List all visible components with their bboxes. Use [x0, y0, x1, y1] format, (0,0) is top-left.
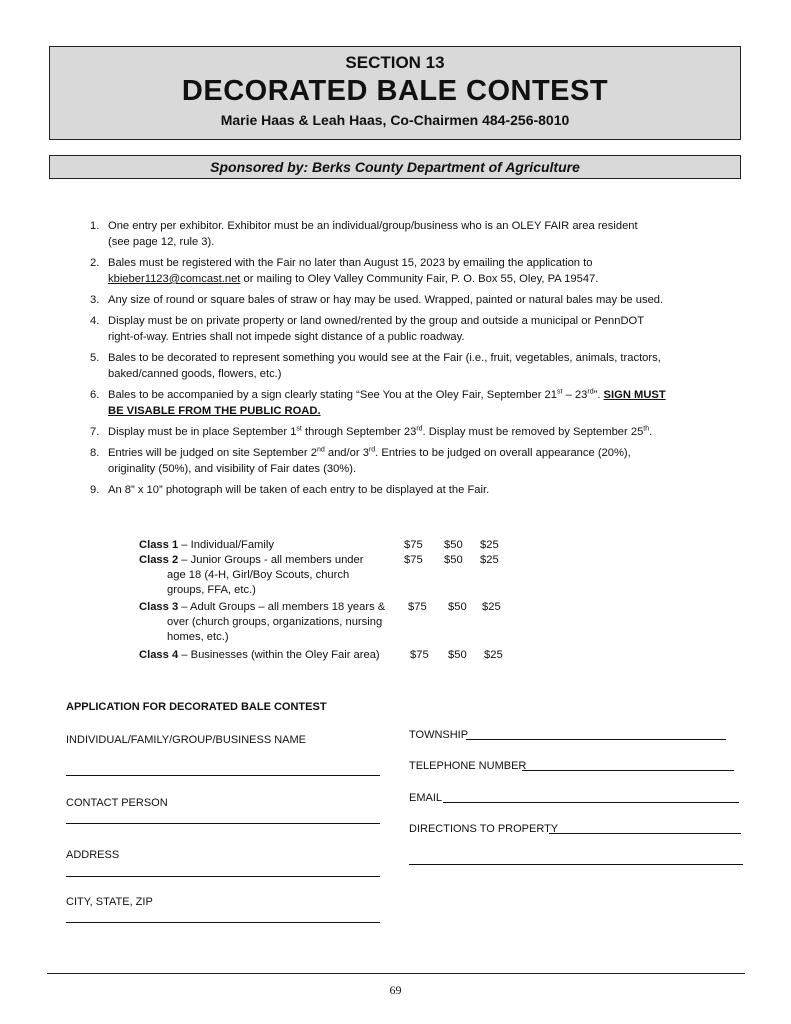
city-line[interactable]: [66, 922, 380, 923]
footer-rule: [47, 973, 745, 974]
township-label: TOWNSHIP: [409, 729, 469, 741]
telephone-line[interactable]: [522, 770, 734, 771]
class-3: Class 3 – Adult Groups – all members 18 years &: [139, 601, 386, 613]
co-chairmen: Marie Haas & Leah Haas, Co-Chairmen 484-256-8010: [220, 112, 570, 128]
application-title: APPLICATION FOR DECORATED BALE CONTEST: [66, 701, 327, 713]
rule-item: 8. Entries will be judged on site September 2nd and/or 3rd. Entries to be judged on overall appearance (20%), originality (50%), and visibility of Fair dates (30%).: [90, 446, 631, 475]
class-2-prize-1: $75: [404, 554, 423, 566]
rule-item: 1. One entry per exhibitor. Exhibitor must be an individual/group/business who is an OLEY FAIR area resident (see page 12, rule 3).: [90, 220, 638, 248]
class-1-prize-2: $50: [444, 539, 463, 551]
class-4-prize-2: $50: [448, 649, 467, 661]
email-label: EMAIL: [409, 792, 443, 804]
section-header: [49, 46, 741, 140]
class-4-prize-3: $25: [484, 649, 503, 661]
directions-line-2[interactable]: [409, 864, 743, 865]
sponsor-banner: Sponsored by: Berks County Department of Agriculture: [49, 155, 741, 179]
rule-item: 4. Display must be on private property or land owned/rented by the group and outside a municipal or PennDOT right-of-way. Entries shall not impede sight distance of a public roadway.: [90, 315, 645, 343]
class-2-prize-2: $50: [444, 554, 463, 566]
name-label: INDIVIDUAL/FAMILY/GROUP/BUSINESS NAME: [66, 734, 307, 746]
class-3-prize-3: $25: [482, 601, 501, 613]
directions-label: DIRECTIONS TO PROPERTY: [409, 823, 559, 835]
class-4: Class 4 – Businesses (within the Oley Fair area): [139, 649, 380, 661]
email-link[interactable]: kbieber1123@comcast.net: [108, 273, 241, 285]
rule-item: 5. Bales to be decorated to represent something you would see at the Fair (i.e., fruit, vegetables, animals, tractors, baked/canned goods, flowers, etc.): [90, 352, 661, 380]
class-3-prize-1: $75: [408, 601, 427, 613]
page-number: 69: [389, 983, 402, 997]
contact-label: CONTACT PERSON: [66, 797, 168, 809]
class-1-prize-1: $75: [404, 539, 423, 551]
rule-item: 2. Bales must be registered with the Fair no later than August 15, 2023 by emailing the application to kbieber1123@comcast.net or mailing to Oley Valley Community Fair, P. O. Box 55, Oley, PA 19547.: [90, 257, 599, 285]
class-2-prize-3: $25: [480, 554, 499, 566]
rule-item: 7. Display must be in place September 1st through September 23rd. Display must be removed by September 25th.: [90, 425, 653, 438]
township-line[interactable]: [466, 739, 726, 740]
class-2: Class 2 – Junior Groups - all members under: [139, 554, 364, 566]
rules-list: [90, 218, 710, 503]
contact-line[interactable]: [66, 823, 380, 824]
directions-line[interactable]: [549, 833, 741, 834]
rule-item: 3. Any size of round or square bales of straw or hay may be used. Wrapped, painted or natural bales may be used.: [90, 294, 664, 306]
class-3-desc-line: homes, etc.): [167, 631, 229, 643]
telephone-label: TELEPHONE NUMBER: [409, 760, 527, 772]
city-label: CITY, STATE, ZIP: [66, 896, 153, 908]
email-line[interactable]: [443, 802, 739, 803]
address-label: ADDRESS: [66, 849, 120, 861]
class-3-prize-2: $50: [448, 601, 467, 613]
class-1: Class 1 – Individual/Family: [139, 539, 274, 551]
address-line[interactable]: [66, 876, 380, 877]
rule-item: 6. Bales to be accompanied by a sign clearly stating “See You at the Oley Fair, September 21st – 23rd”. SIGN MUST BE VISABLE FROM THE PUBLIC ROAD.: [90, 388, 666, 417]
class-2-desc-line: age 18 (4-H, Girl/Boy Scouts, church: [167, 569, 350, 581]
contest-title: DECORATED BALE CONTEST: [181, 75, 609, 107]
class-1-prize-3: $25: [480, 539, 499, 551]
class-4-prize-1: $75: [410, 649, 429, 661]
class-2-desc-line: groups, FFA, etc.): [167, 584, 256, 596]
name-line[interactable]: [66, 775, 380, 776]
section-number: SECTION 13: [345, 53, 445, 72]
class-3-desc-line: over (church groups, organizations, nursing: [167, 616, 383, 628]
rule-item: 9. An 8” x 10” photograph will be taken of each entry to be displayed at the Fair.: [90, 484, 490, 496]
